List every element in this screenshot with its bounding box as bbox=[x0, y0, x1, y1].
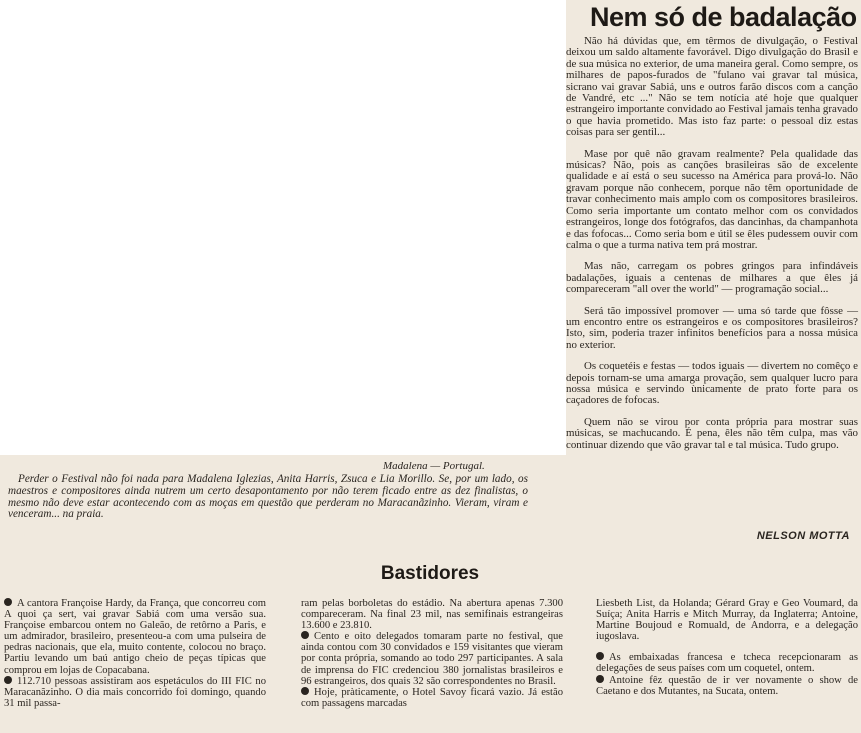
bastidores-item-text: Antoine fêz questão de ir ver novamente o show de Caetano e dos Mutantes, na Sucata, ontem. bbox=[596, 674, 858, 697]
bastidores-item bbox=[4, 676, 266, 709]
bastidores-column-1 bbox=[4, 598, 266, 709]
bastidores-column-2 bbox=[301, 598, 563, 709]
article-byline: NELSON MOTTA bbox=[756, 530, 850, 542]
bastidores-item bbox=[4, 598, 266, 676]
bastidores-item-text: Cento e oito delegados tomaram parte no festival, que ainda contou com 30 convidados e 159 visitantes que vieram por conta própria, somando ao todo 297 participantes. A sala de imprensa do FIC credenciou 380 jornalistas brasileiros e 96 estrangeiros, dos quais 32 são correspondentes no Brasil. bbox=[301, 631, 563, 687]
bastidores-continuation: Liesbeth List, da Holanda; Gérard Gray e Geo Voumard, da Suíça; Anita Harris e Mitch Murray, da Inglaterra; Antoine, Martine Boujoud e Romuald, de Andorra, e a delegação iugoslava. bbox=[596, 598, 858, 643]
bastidores-item bbox=[596, 652, 858, 674]
photo-caption-text: Perder o Festival não foi nada para Madalena Iglezias, Anita Harris, Zsuca e Lia Morillo. Se, por um lado, os maestros e compositores ainda nutrem um certo desapontamento por não terem ficado entre as dez finalistas, o mesmo não deve estar acontecendo com as moças em questão que perderam no Maracanãzinho. Vieram, viram e venceram... na praia. bbox=[8, 473, 528, 521]
article-paragraph: Mas não, carregam os pobres gringos para infindáveis badalações, iguais a centenas de milhares a que êles já compareceram "all over the world" — programação social... bbox=[566, 260, 858, 296]
bullet-icon bbox=[301, 631, 309, 639]
article-headline: Nem só de badalação bbox=[590, 2, 857, 32]
article-paragraph: Quem não se virou por conta própria para mostrar suas músicas, se machucando. É pena, êles não têm culpa, mas vão continuar dizendo que vão gravar tal e tal música. Tudo grupo. bbox=[566, 415, 858, 451]
bullet-icon bbox=[4, 676, 12, 684]
bastidores-item-text: Hoje, pràticamente, o Hotel Savoy ficará vazio. Já estão com passagens marcadas bbox=[301, 686, 563, 709]
bastidores-item bbox=[301, 631, 563, 686]
photo-caption bbox=[8, 474, 528, 521]
bullet-icon bbox=[301, 687, 309, 695]
bastidores-item bbox=[596, 675, 858, 697]
bastidores-title: Bastidores bbox=[380, 563, 480, 584]
bastidores-item-text: 112.710 pessoas assistiram aos espetáculos do III FIC no Maracanãzinho. O dia mais concorrido foi domingo, quando 31 mil passa- bbox=[4, 675, 266, 709]
article-paragraph: Será tão impossível promover — uma só tarde que fôsse — um encontro entre os estrangeiros e os compositores brasileiros? Isto, sim, poderia trazer infinitos benefícios para a nossa música no exterior. bbox=[566, 304, 858, 351]
bastidores-item-text: A cantora Françoise Hardy, da França, que concorreu com A quoi ça sert, vai gravar Sabiá com uma versão sua. Françoise embarcou ontem no Galeão, de retôrno a Paris, e um admirador, brasileiro, presenteou-a com uma pulseira de pedras nacionais, que ela, muito contente, colocou no braço. Partiu levando um baú antigo cheio de peças típicas que comprou em lojas de Copacabana. bbox=[4, 598, 266, 676]
bastidores-item bbox=[301, 687, 563, 709]
photo-credit: Madalena — Portugal. bbox=[383, 460, 485, 472]
bullet-icon bbox=[4, 598, 12, 606]
bastidores-continuation: ram pelas borboletas do estádio. Na abertura apenas 7.300 compareceram. Na final 23 mil, nas semifinais estrangeiras 13.600 e 23.810. bbox=[301, 598, 563, 632]
article-paragraph: Mase por quê não gravam realmente? Pela qualidade das músicas? Não, pois as canções brasileiras são de excelente qualidade e aí está o seu sucesso na América para prová-lo. Não gravam porque não conhecem, porque não têm oportunidade de travar conhecimento mais amplo com os compositores brasileiros. Como seria importante um contato melhor com os convidados estrangeiros, longe dos fotógrafos, das dancinhas, da champanhota e das fofocas... Como seria bom e útil se êles pudessem ouvir com calma o que a turma nativa tem prá mostrar. bbox=[566, 147, 858, 251]
article-body bbox=[566, 36, 858, 461]
article-paragraph: Não há dúvidas que, em têrmos de divulgação, o Festival deixou um saldo altamente favorável. Digo divulgação do Brasil e de sua música no exterior, de uma maneira geral. Como sempre, os milhares de papos-furados de "fulano vai gravar tal música, sicrano vai gravar Sabiá, uns e outros farão discos com a canção de Vandré, etc ..." Não se tem notícia até hoje que qualquer estrangeiro importante convidado ao Festival jamais tenha gravado o que havia prometido. Mas isto faz parte: o pessoal diz estas coisas para ser gentil... bbox=[566, 35, 858, 139]
bullet-icon bbox=[596, 652, 604, 660]
bastidores-column-3 bbox=[596, 598, 858, 697]
article-paragraph: Os coquetéis e festas — todos iguais — divertem no comêço e depois tornam-se uma amarga provação, sem qualquer lucro para nossa música e servindo ùnicamente de prato forte para os caçadores de fofocas. bbox=[566, 360, 858, 407]
bullet-icon bbox=[596, 675, 604, 683]
bastidores-item-text: As embaixadas francesa e tcheca recepcionaram as delegações de seus países com um coquetel, ontem. bbox=[596, 652, 858, 675]
